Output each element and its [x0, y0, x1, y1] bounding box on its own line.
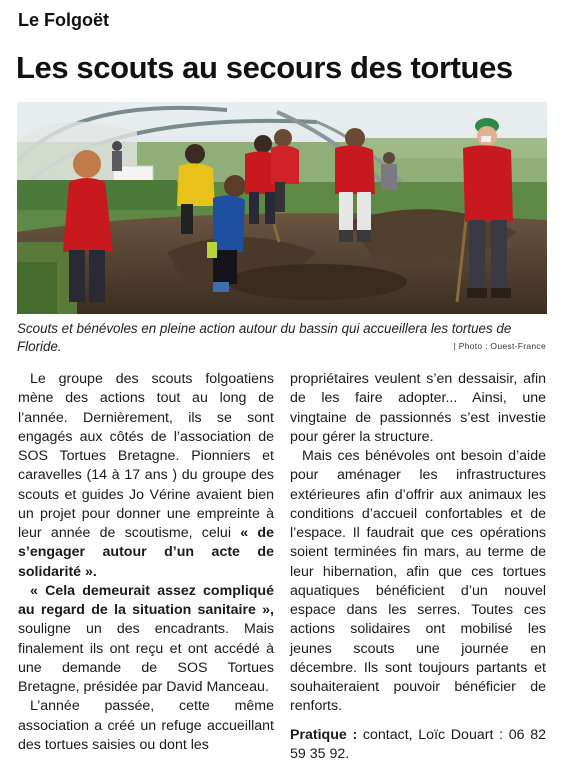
quote-solidarity: « de s’engager autour d’un acte de solidarité ». [18, 525, 274, 580]
article-column-left [18, 370, 274, 755]
paragraph-intro-text: Le groupe des scouts folgoatiens mène des actions tout au long de l’année. Dernièrement, ils se sont engagés aux côtés de l’association de SOS Tortues Bretagne. Pionniers et caravelles (14 à 17 ans ) du groupe des scouts et guides Jo Vérine avaient bien un projet pour donner une empreinte à leur année de scoutisme, celui [18, 371, 274, 541]
quote-sanitary: « Cela demeurait assez compliqué au regard de la situation sanitaire », [18, 582, 274, 618]
paragraph-intro [18, 370, 274, 582]
paragraph-needs: Mais ces bénévoles ont besoin d’aide pour aménager les infrastructures extérieures afin d’offrir aux animaux les conditions d’accueil confortables et de l’espace. Il faudrait que ces opérations soient terminées fin mars, au terme de leur hibernation, afin que ces tortues aquatiques bénéficient d’un nouvel espace dans les serres. Toutes ces actions solidaires ont mobilisé les jeunes scouts une journée en décembre. Ils sont toujours partants et souhaiteraient pouvoir bénéficier de renforts. [290, 448, 546, 715]
article-photo [17, 102, 547, 314]
photo-caption: Scouts et bénévoles en pleine action autour du bassin qui accueillera les tortues de Floride. [17, 321, 512, 354]
paragraph-refuge: L’année passée, cette même association a créé un refuge accueillant des tortues saisies ou dont les [18, 698, 274, 753]
paragraph-refuge-continued: propriétaires veulent s’en dessaisir, afin de les faire adopter... Ainsi, une vingtaine de passionnés s’est investie pour gérer la structure. [290, 371, 546, 445]
practical-info [290, 726, 546, 765]
article-column-right [290, 370, 546, 764]
paragraph-quote [18, 582, 274, 698]
practical-label: Pratique : [290, 726, 358, 743]
headline: Les scouts au secours des tortues [16, 50, 513, 85]
section-kicker: Le Folgoët [18, 10, 109, 30]
practical-contact: contact, Loïc Douart : 06 82 59 35 92. [290, 726, 546, 762]
photo-credit: | Photo : Ouest-France [453, 341, 546, 351]
paragraph-quote-text: souligne un des encadrants. Mais finalement ils ont reçu et ont accédé à une demande de SOS Tortues Bretagne, présidée par David Manceau. [18, 621, 274, 695]
